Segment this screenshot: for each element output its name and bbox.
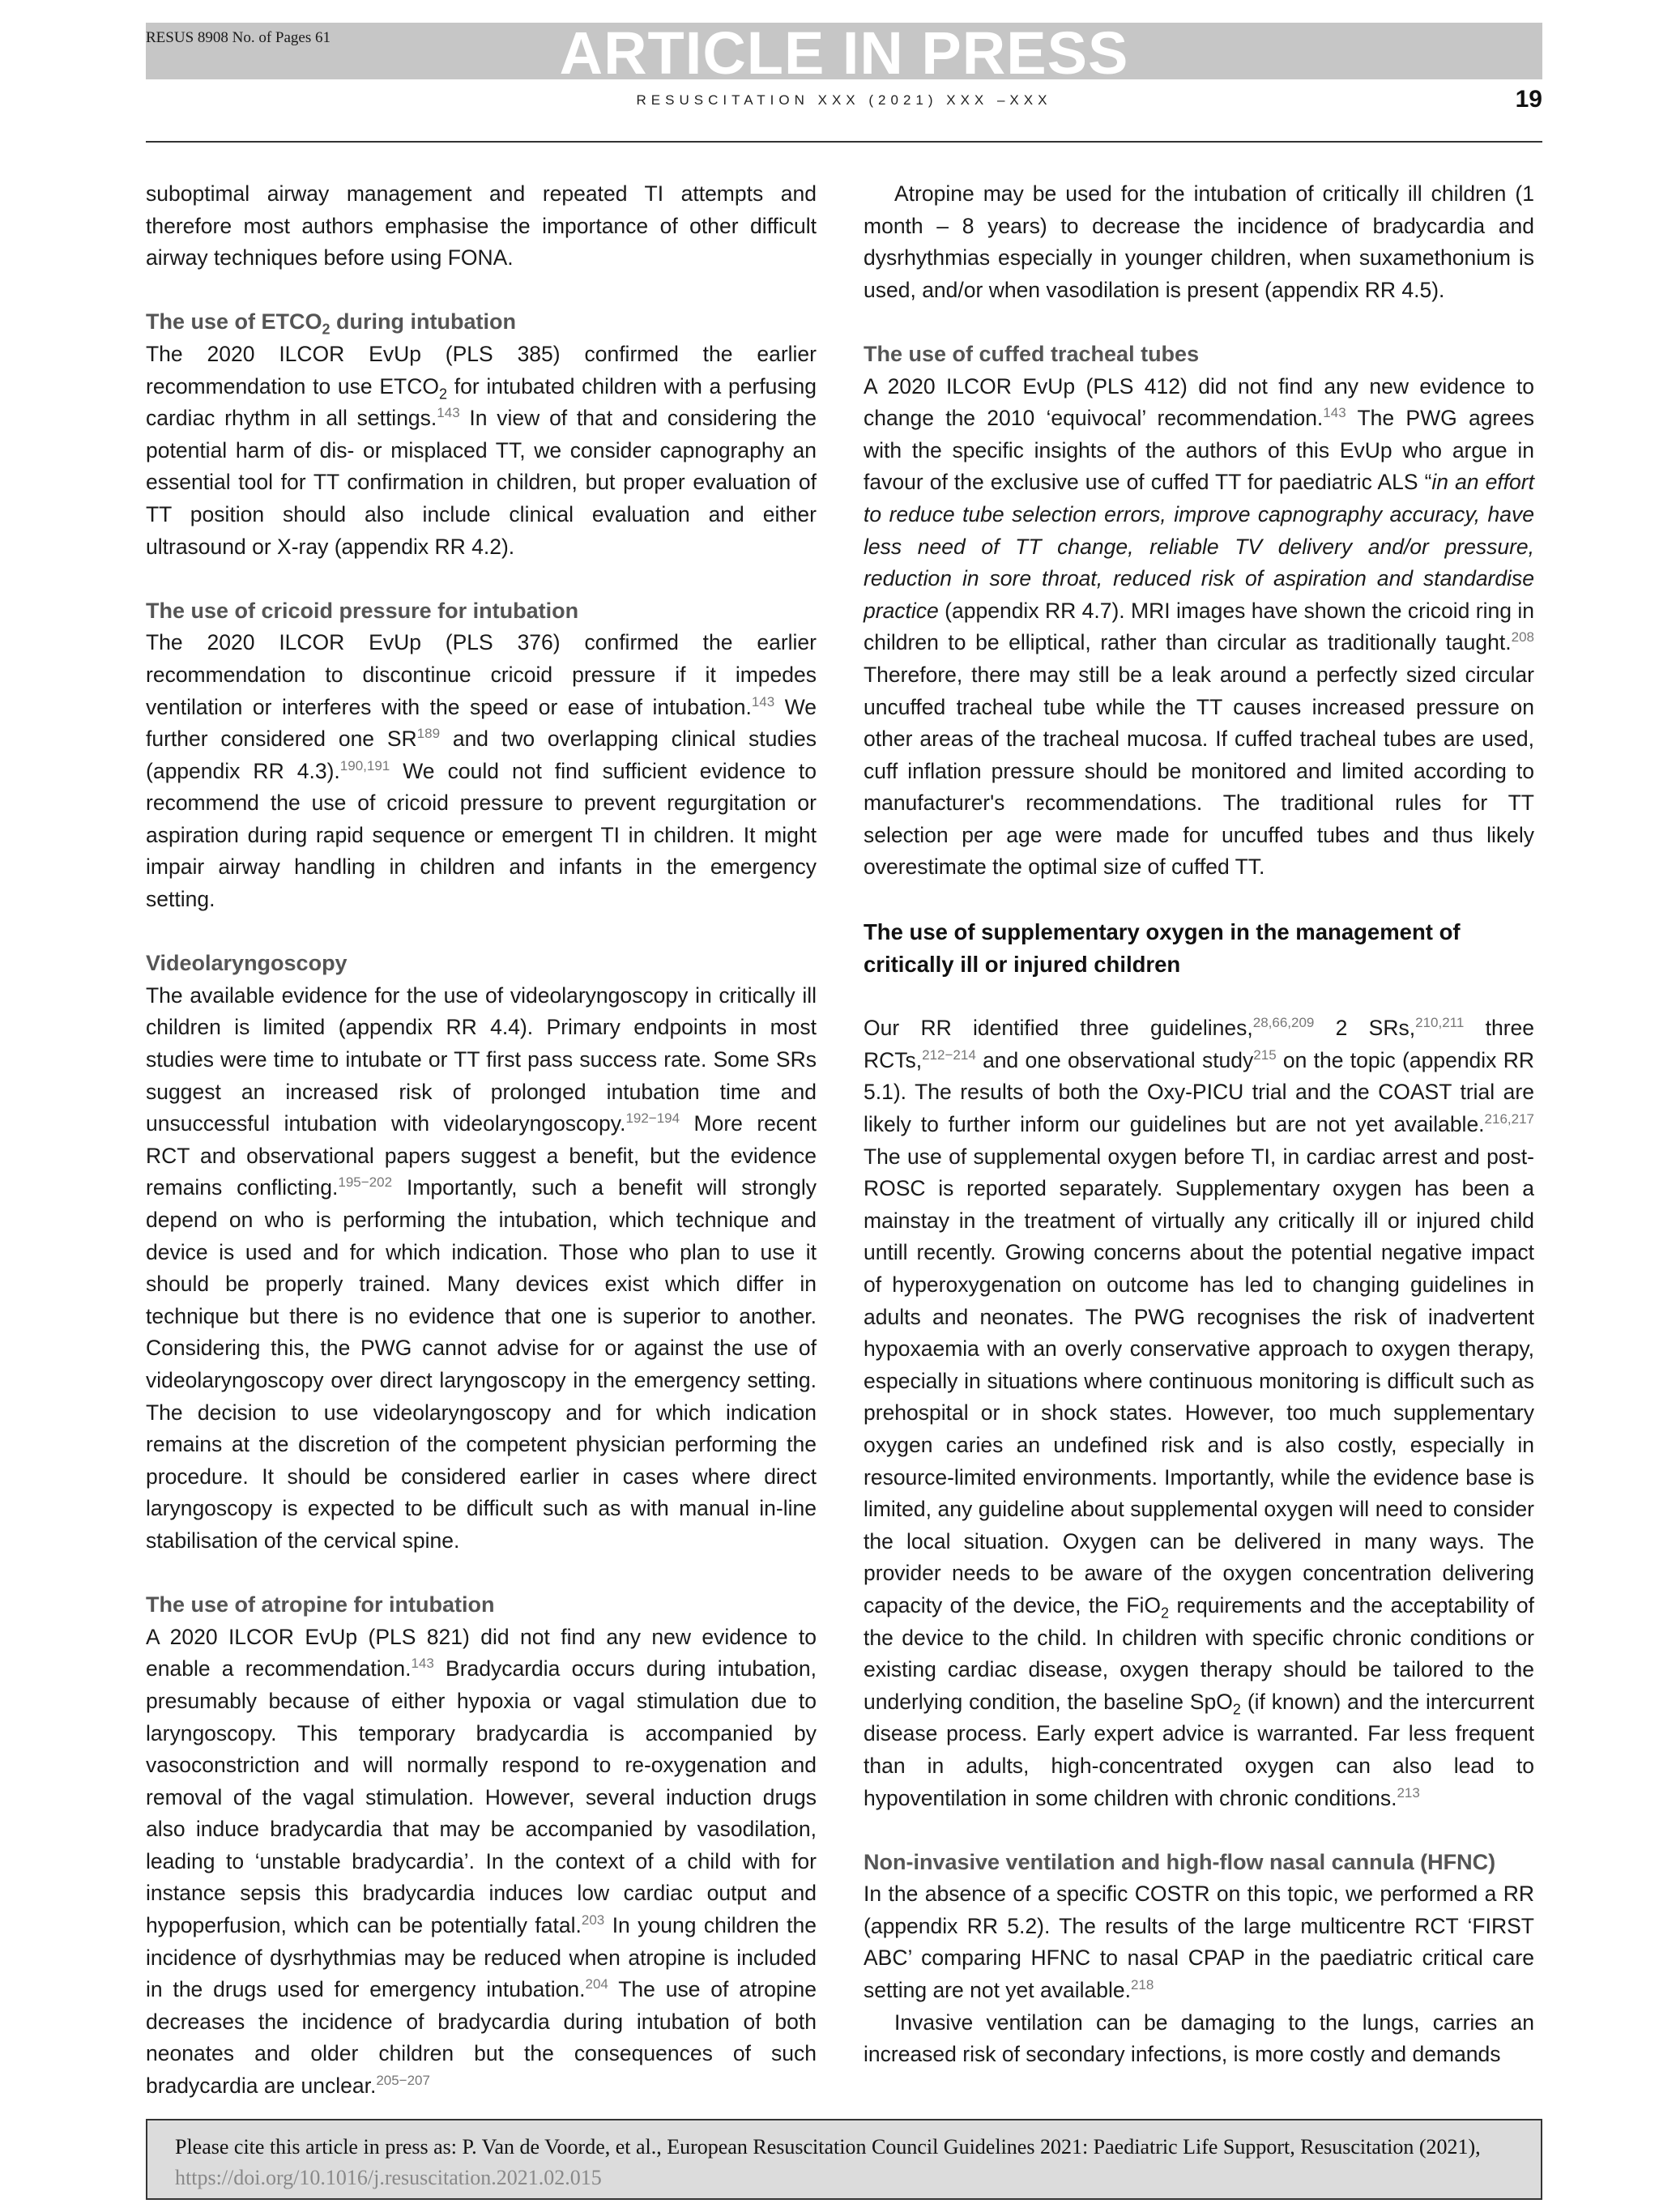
heading-etco2: The use of $ETCO_2$ during intubation bbox=[146, 309, 516, 338]
paragraph-videolaryngoscopy: The available evidence for the use of videolaryngoscopy in critically ill children is limited (appendix RR 4.4). Primary endpoints in most studies were time to intubate or TT first pass success rate. Some SRs suggest an increased risk of prolonged intubation time and unsuccessful intubation with videolaryngoscopy.$^{192-194}$ More recent RCT and observational papers suggest a benefit, but the evidence remains conflicting.$^{195-202}$ Importantly, such a benefit will strongly depend on who is performing the intubation, which technique and device is used and for which indication. Those who plan to use it should be properly trained. Many devices exist which differ in technique but there is no evidence that one is superior to another. Considering this, the PWG cannot advise for or against the use of videolaryngoscopy over direct laryngoscopy in the emergency setting. The decision to use videolaryngoscopy and for which indication remains at the discretion of the competent physician performing the procedure. It should be considered earlier in cases where direct laryngoscopy is expected to be difficult such as with manual in-line stabilisation of the cervical spine. bbox=[146, 982, 817, 1553]
paragraph-etco2: The 2020 ILCOR EvUp (PLS 385) confirmed the earlier recommendation to use $ETCO_2$ for intubated children with a perfusing cardiac rhythm in all settings.$^{143}$ In view of that and considering the potential harm of dis- or misplaced TT, we consider capnography an essential tool for TT confirmation in children, but proper evaluation of TT position should also include clinical evaluation and either ultrasound or X-ray (appendix RR 4.2). bbox=[146, 341, 817, 559]
heading-cuffed-tubes: The use of cuffed tracheal tubes bbox=[864, 341, 1200, 366]
citation-ref: 190,191 bbox=[339, 757, 390, 774]
header-rule bbox=[146, 141, 1542, 143]
left-column bbox=[146, 178, 817, 2103]
right-column bbox=[864, 178, 1534, 2071]
heading-cricoid: The use of cricoid pressure for intubation bbox=[146, 598, 579, 623]
journal-running-head: RESUSCITATION XXX (2021) XXX –XXX bbox=[636, 92, 1052, 108]
article-in-press-banner: ARTICLE IN PRESS bbox=[559, 19, 1129, 87]
citation-ref: 195−202 bbox=[338, 1174, 393, 1191]
paragraph-supplementary-oxygen: Our RR identified three guidelines,$^{28,66,209}$ 2 SRs,$^{210,211}$ three RCTs,$^{212-214}$ and one observational study$^{215}$ on the topic (appendix RR 5.1). The results of both the Oxy-PICU trial and the COAST trial are likely to further inform our guidelines but are not yet available.$^{216,217}$ The use of supplemental oxygen before TI, in cardiac arrest and post-ROSC is reported separately. Supplementary oxygen has been a mainstay in the treatment of virtually any critically ill or injured child untill recently. Growing concerns about the potential negative impact of hyperoxygenation on outcome has led to changing guidelines in adults and neonates. The PWG recognises the risk of inadvertent hypoxaemia with an overly conservative approach to oxygen therapy, especially in situations where continuous monitoring is difficult such as prehospital or in shock states. However, too much supplementary oxygen caries an undefined risk and is also costly, especially in resource-limited environments. Importantly, while the evidence base is limited, any guideline about supplemental oxygen will need to consider the local situation. Oxygen can be delivered in many ways. The provider needs to be aware of the oxygen concentration delivering capacity of the device, the FiO$_2$ requirements and the acceptability of the device to the child. In children with specific chronic conditions or existing cardiac disease, oxygen therapy should be tailored to the underlying condition, the baseline SpO$_2$ (if known) and the intercurrent disease process. Early expert advice is warranted. Far less frequent than in adults, high-concentrated oxygen can also lead to hypoventilation in some children with chronic conditions.$^{213}$ bbox=[864, 1015, 1535, 1810]
citation-ref: 143 bbox=[437, 405, 460, 421]
citation-ref: 143 bbox=[1323, 405, 1346, 421]
page-number: 19 bbox=[1515, 86, 1542, 113]
paragraph-atropine: A 2020 ILCOR EvUp (PLS 821) did not find any new evidence to enable a recommendation.$^{143}$ Bradycardia occurs during intubation, presumably because of either hypoxia or vagal stimulation due to laryngoscopy. This temporary bradycardia is accompanied by vasoconstriction and will normally respond to re-oxygenation and removal of the vagal stimulation. However, several induction drugs also induce bradycardia that may be accompanied by vasodilation, leading to ‘unstable bradycardia’. In the context of a child with for instance sepsis this bradycardia induces low cardiac output and hypoperfusion, which can be potentially fatal.$^{203}$ In young children the incidence of dysrhythmias may be reduced when atropine is included in the drugs used for emergency intubation.$^{204}$ The use of atropine decreases the incidence of bradycardia during intubation of both neonates and older children but the consequences of such bradycardia are unclear.$^{205-207}$ bbox=[146, 1624, 817, 2099]
heading-supplementary-oxygen: The use of supplementary oxygen in the management of critically ill or injured children bbox=[864, 918, 1461, 977]
citation-ref: 192−194 bbox=[625, 1110, 680, 1127]
citation-ref: 216,217 bbox=[1484, 1111, 1534, 1127]
citation-ref: 28,66,209 bbox=[1252, 1015, 1315, 1031]
citation-ref: 208 bbox=[1511, 629, 1534, 646]
citation-ref: 204 bbox=[585, 1976, 608, 1993]
heading-niv-hfnc: Non-invasive ventilation and high-flow nasal cannula (HFNC) bbox=[864, 1849, 1496, 1874]
citation-ref: 205−207 bbox=[376, 2073, 430, 2089]
citation-ref: 210,211 bbox=[1415, 1015, 1465, 1031]
citation-ref: 215 bbox=[1253, 1047, 1277, 1063]
citation-ref: 189 bbox=[416, 726, 441, 742]
citation-ref: 212−214 bbox=[922, 1047, 976, 1063]
manuscript-id: RESUS 8908 No. of Pages 61 bbox=[146, 29, 331, 46]
paragraph-atropine-recommendation: Atropine may be used for the intubation of critically ill children (1 month – 8 years) to decrease the incidence of bradycardia and dysrhythmias especially in younger children, when suxamethonium is used, and/or when vasodilation is present (appendix RR 4.5). bbox=[864, 181, 1534, 302]
citation-box: Please cite this article in press as: P. Van de Voorde, et al., European Resuscitation Council Guidelines 2021: Paediatric Life Support, Resuscitation (2021), https://doi.org/10.1016/j.resuscitation.2021.02.015 bbox=[146, 2119, 1542, 2200]
paragraph-cuffed-tubes: A 2020 ILCOR EvUp (PLS 412) did not find any new evidence to change the 2010 ‘equivocal’ recommendation.$^{143}$ The PWG agrees with the specific insights of the authors of this EvUp who argue in favour of the exclusive use of cuffed TT for paediatric ALS “in an effort to reduce tube selection errors, improve capnography accuracy, have less need of TT change, reliable TV delivery and/or pressure, reduction in sore throat, reduced risk of aspiration and standardise practice (appendix RR 4.7). MRI images have shown the cricoid ring in children to be elliptical, rather than circular as traditionally taught.$^{208}$ Therefore, there may still be a leak around a perfectly sized circular uncuffed tracheal tube while the TT causes increased pressure on other areas of the tracheal mucosa. If cuffed tracheal tubes are used, cuff inflation pressure should be monitored and limited according to manufacturer's recommendations. The traditional rules for TT selection per age were made for uncuffed tubes and thus likely overestimate the optimal size of cuffed TT. bbox=[864, 373, 1534, 880]
paragraph-cricoid: The 2020 ILCOR EvUp (PLS 376) confirmed the earlier recommendation to discontinue cricoid pressure if it impedes ventilation or interferes with the speed or ease of intubation.$^{143}$ We further considered one SR$^{189}$ and two overlapping clinical studies (appendix RR 4.3).$^{190,191}$ We could not find sufficient evidence to recommend the use of cricoid pressure to prevent regurgitation or aspiration during rapid sequence or emergent TI in children. It might impair airway handling in children and infants in the emergency setting. bbox=[146, 630, 817, 912]
paragraph-niv-hfnc: In the absence of a specific COSTR on this topic, we performed a RR (appendix RR 5.2). The results of the large multicentre RCT ‘FIRST ABC’ comparing HFNC to nasal CPAP in the paediatric critical care setting are not yet available.$^{218}$ bbox=[864, 1882, 1534, 2003]
heading-videolaryngoscopy: Videolaryngoscopy bbox=[146, 951, 348, 976]
citation-ref: 203 bbox=[581, 1912, 605, 1929]
heading-atropine: The use of atropine for intubation bbox=[146, 1592, 495, 1617]
citation-ref: 213 bbox=[1397, 1784, 1420, 1801]
citation-ref: 143 bbox=[411, 1656, 434, 1672]
paragraph-continued: suboptimal airway management and repeated TI attempts and therefore most authors emphasise the importance of other difficult airway techniques before using FONA. bbox=[146, 181, 817, 271]
paragraph-invasive-ventilation: Invasive ventilation can be damaging to the lungs, carries an increased risk of secondary infections, is more costly and demands bbox=[864, 2010, 1534, 2067]
citation-ref: 218 bbox=[1130, 1977, 1154, 1993]
doi-link[interactable]: https://doi.org/10.1016/j.resuscitation.2021.02.015 bbox=[175, 2166, 602, 2189]
citation-ref: 143 bbox=[751, 693, 775, 710]
